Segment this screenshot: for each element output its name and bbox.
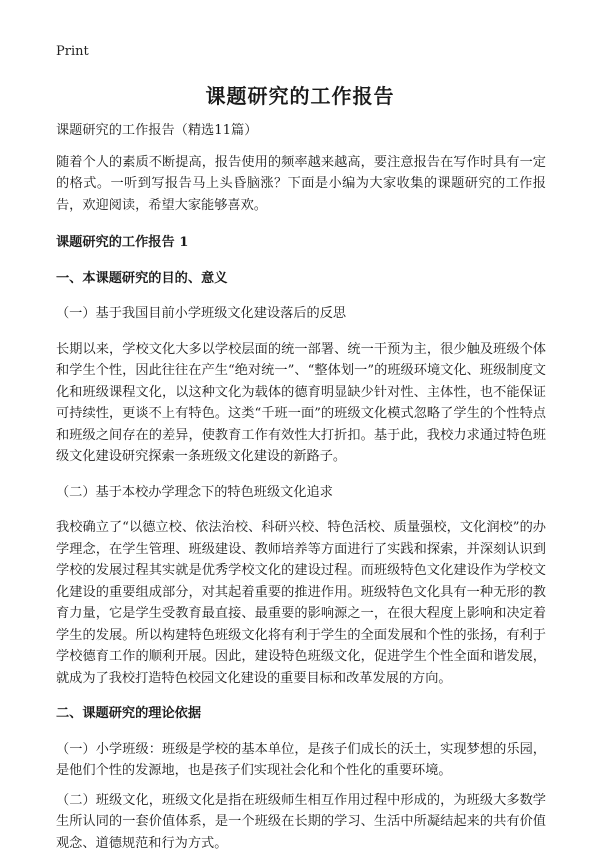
print-link[interactable]: Print: [56, 44, 89, 59]
paragraph-reflection: 长期以来，学校文化大多以学校层面的统一部署、统一干预为主，很少触及班级个体和学生个性，因此往往在产生“绝对统一”、“整体划一”的班级环境文化、班级制度文化和班级课程文化，以这种文化为载体的德育明显缺少针对性、主体性，也不能保证可持续性，更谈不上有特色。这类“千班一面”的班级文化模式忽略了学生的个性特点和班级之间存在的差异，使教育工作有效性大打折扣。基于此，我校力求通过特色班级文化建设研究探索一条班级文化建设的新路子。: [56, 341, 546, 464]
section-heading-theory: 二、课题研究的理论依据: [56, 706, 202, 721]
document-body: [56, 120, 546, 862]
paragraph-theory-culture: （二）班级文化，班级文化是指在班级师生相互作用过程中形成的，为班级大多数学生所认同的一套价值体系，是一个班级在长期的学习、生活中所凝结起来的共有价值观念、道德规范和行为方式。: [56, 792, 546, 851]
section-heading-purpose: 一、本课题研究的目的、意义: [56, 270, 228, 286]
intro-paragraph: 随着个人的素质不断提高，报告使用的频率越来越高，要注意报告在写作时具有一定的格式。一听到写报告马上头昏脑涨？下面是小编为大家收集的课题研究的工作报告，欢迎阅读，希望大家能够喜欢。: [56, 154, 546, 213]
document-title: 课题研究的工作报告: [205, 84, 395, 108]
paragraph-theory-class: （一）小学班级：班级是学校的基本单位，是孩子们成长的沃土，实现梦想的乐园，是他们个性的发源地，也是孩子们实现社会化和个性化的重要环境。: [56, 741, 546, 778]
subsection-heading-reflection: （一）基于我国目前小学班级文化建设落后的反思: [56, 306, 347, 321]
document-subtitle: 课题研究的工作报告（精选11篇）: [56, 123, 258, 138]
paragraph-pursuit: 我校确立了“以德立校、依法治校、科研兴校、特色活校、质量强校，文化润校”的办学理念，在学生管理、班级建设、教师培养等方面进行了实践和探索，并深刻认识到学校的发展过程其实就是优秀学校文化的建设过程。而班级特色文化建设作为学校文化建设的重要组成部分，对其起着重要的推进作用。班级特色文化具有一种无形的教育力量，它是学生受教育最直接、最重要的影响源之一，在很大程度上影响和决定着学生的发展。所以构建特色班级文化将有利于学生的全面发展和个性的张扬，有利于学校德育工作的顺利开展。因此，建设特色班级文化，促进学生个性全面和谐发展，就成为了我校打造特色校园文化建设的重要目标和改革发展的方向。: [56, 520, 546, 686]
subsection-heading-pursuit: （二）基于本校办学理念下的特色班级文化追求: [56, 484, 333, 500]
report-heading: 课题研究的工作报告 1: [56, 235, 189, 250]
